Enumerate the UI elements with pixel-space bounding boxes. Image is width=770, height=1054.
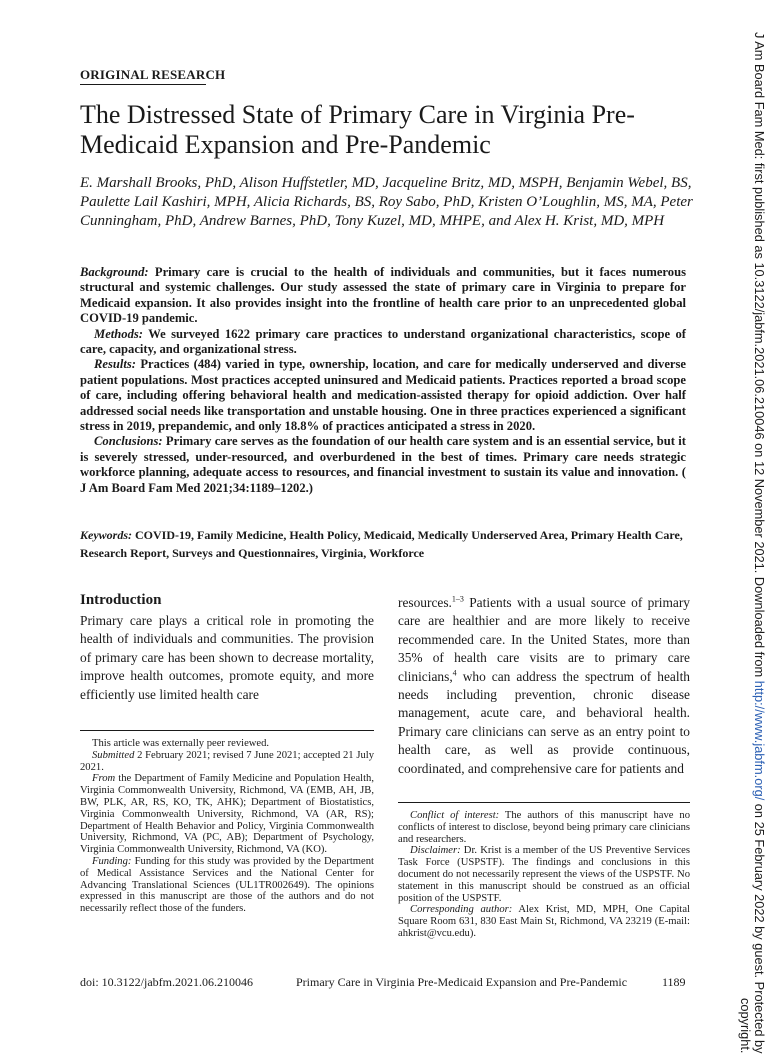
intro-column-right — [398, 594, 690, 778]
abstract-methods-text: We surveyed 1622 primary care practices to understand organizational characteristics, scope of care, capacity, and organizational stress. — [80, 326, 686, 357]
citation-1-3: 1–3 — [451, 594, 464, 604]
footnotes-left — [80, 738, 374, 915]
from-text: the Department of Family Medicine and Population Health, Virginia Commonwealth University, Richmond, VA (EMB, AH, JB, BW, PLK, AR, RS, KO, TK, AHK); Department of Biostatistics, Virginia Commonwealth University, Richmond, VA (AR, RS); Department of Health Behavior and Policy, Virginia Commonwealth University, Richmond, VA (PC, AB); Department of Psychology, Virginia Commonwealth University, Richmond, VA (KO). — [80, 773, 374, 856]
abstract-methods-label: Methods: — [94, 326, 143, 341]
download-notice-text-2: on 25 February 2022 by guest. Protected by — [752, 800, 767, 1054]
footer-running-title: Primary Care in Virginia Pre-Medicaid Expansion and Pre-Pandemic — [296, 975, 628, 989]
disclaimer-note — [398, 845, 690, 904]
intro-text-c: who can address the spectrum of health needs including prevention, chronic disease management, acute care, and behavioral health. Primary care clinicians can serve as an entry point to health care, as well as provide continuous, coordinated, and comprehensive care for patients and — [398, 668, 690, 776]
abstract — [80, 265, 686, 496]
funding-note — [80, 856, 374, 915]
download-notice-copyright: copyright. — [738, 998, 753, 1054]
abstract-conclusions-label: Conclusions: — [94, 434, 163, 449]
corresponding-text: Alex Krist, MD, MPH, One Capital Square Room 631, 830 East Main St, Richmond, VA 23219 (E-mail: ahkrist@vcu.edu). — [398, 904, 690, 939]
conflict-label: Conflict of interest: — [410, 810, 500, 821]
corresponding-author-note — [398, 904, 690, 939]
disclaimer-text: Dr. Krist is a member of the US Preventive Services Task Force (USPSTF). The findings and conclusions in this document do not necessarily represent the views of the USPSTF. No statement in this manuscript should be construed as an official position of the USPSTF. — [398, 845, 690, 904]
download-notice-text-1: J Am Board Fam Med: first published as 10.3122/jabfm.2021.06.210046 on 12 November 2021. Downloaded from — [752, 32, 767, 681]
download-notice — [738, 32, 766, 1054]
submission-dates — [80, 750, 374, 774]
abstract-background — [80, 265, 686, 327]
intro-text-a: resources. — [398, 595, 452, 610]
conflict-note — [398, 810, 690, 845]
keywords — [80, 526, 686, 562]
author-list: E. Marshall Brooks, PhD, Alison Huffstetler, MD, Jacqueline Britz, MD, MSPH, Benjamin Webel, BS, Paulette Lail Kashiri, MPH, Alicia Richards, BS, Roy Sabo, PhD, Kristen O’Loughlin, MS, MA, Peter Cunningham, PhD, Andrew Barnes, PhD, Tony Kuzel, MD, MHPE, and Alex H. Krist, MD, MPH — [80, 175, 693, 229]
conflict-text: The authors of this manuscript have no conflicts of interest to disclose, beyond being primary care clinicians and researchers. — [398, 810, 690, 845]
abstract-conclusions — [80, 434, 686, 496]
abstract-conclusions-text: Primary care serves as the foundation of our health care system and is an essential service, but it is severely stressed, under-resourced, and overburdened in the best of times. Primary care needs strategic workforce planning, adequate access to resources, and financial investment to sustain its value and innovation. ( J Am Board Fam Med 2021;34:1189–1202.) — [80, 434, 686, 495]
journal-link[interactable]: http://www.jabfm.org/ — [752, 680, 767, 801]
submitted-label: Submitted — [92, 749, 135, 761]
section-label: ORIGINAL RESEARCH — [80, 67, 226, 82]
funding-label: Funding: — [92, 855, 132, 867]
affiliations — [80, 773, 374, 856]
funding-text: Funding for this study was provided by the Department of Medical Assistance Services and the National Center for Advancing Translational Sciences (UL1TR002649). The opinions expressed in this manuscript are those of the authors and do not necessarily reflect those of the funders. — [80, 855, 374, 915]
intro-column-left: Primary care plays a critical role in promoting the health of individuals and communities. The provision of primary care has been shown to decrease mortality, improve health outcomes, promote equity, and more efficiently use limited health care — [80, 613, 374, 702]
abstract-background-label: Background: — [80, 265, 149, 279]
keywords-label: Keywords: — [80, 528, 132, 542]
footer-doi[interactable]: doi: 10.3122/jabfm.2021.06.210046 — [80, 975, 253, 989]
submitted-text: 2 February 2021; revised 7 June 2021; accepted 21 July 2021. — [80, 749, 374, 773]
corresponding-label: Corresponding author: — [410, 904, 513, 916]
abstract-results — [80, 357, 686, 434]
keywords-text: COVID-19, Family Medicine, Health Policy, Medicaid, Medically Underserved Area, Primary Health Care, Research Report, Surveys and Questionnaires, Virginia, Workforce — [80, 528, 683, 560]
page-number: 1189 — [662, 975, 686, 989]
article-title: The Distressed State of Primary Care in Virginia Pre-Medicaid Expansion and Pre-Pandemic — [80, 100, 635, 159]
footnote-divider-right — [398, 802, 690, 803]
abstract-background-text: Primary care is crucial to the health of individuals and communities, but it faces numerous structural and systemic challenges. Our study assessed the state of primary care in Virginia to prepare for Medicaid expansion. It also provides insight into the frontline of health care prior to an unprecedented global COVID-19 pandemic. — [80, 265, 686, 326]
section-label-underline — [80, 84, 206, 85]
abstract-results-label: Results: — [94, 357, 136, 372]
footnote-divider-left — [80, 730, 374, 731]
citation-4: 4 — [452, 668, 457, 678]
abstract-methods — [80, 327, 686, 358]
from-label: From — [92, 773, 116, 785]
footnotes-right — [398, 810, 690, 940]
intro-text-b: Patients with a usual source of primary care are healthier and are more likely to receive recommended care. In the United States, more than 35% of health care visits are to primary care clinicians, — [398, 595, 690, 684]
peer-review-note: This article was externally peer reviewed. — [92, 738, 270, 749]
abstract-results-text: Practices (484) varied in type, ownership, location, and care for medically underserved and diverse patient populations. Most practices accepted uninsured and Medicaid patients. Practices reported a broad scope of care, including offering behavioral health and medication-assisted therapy for opioid addiction. Over half addressed social needs like transportation and unstable housing. One in three practices experienced a significant stress in 2019, prepandemic, and only 18.8% of practices anticipated a stress in 2020. — [80, 357, 686, 434]
introduction-heading: Introduction — [80, 592, 162, 608]
disclaimer-label: Disclaimer: — [410, 845, 461, 857]
